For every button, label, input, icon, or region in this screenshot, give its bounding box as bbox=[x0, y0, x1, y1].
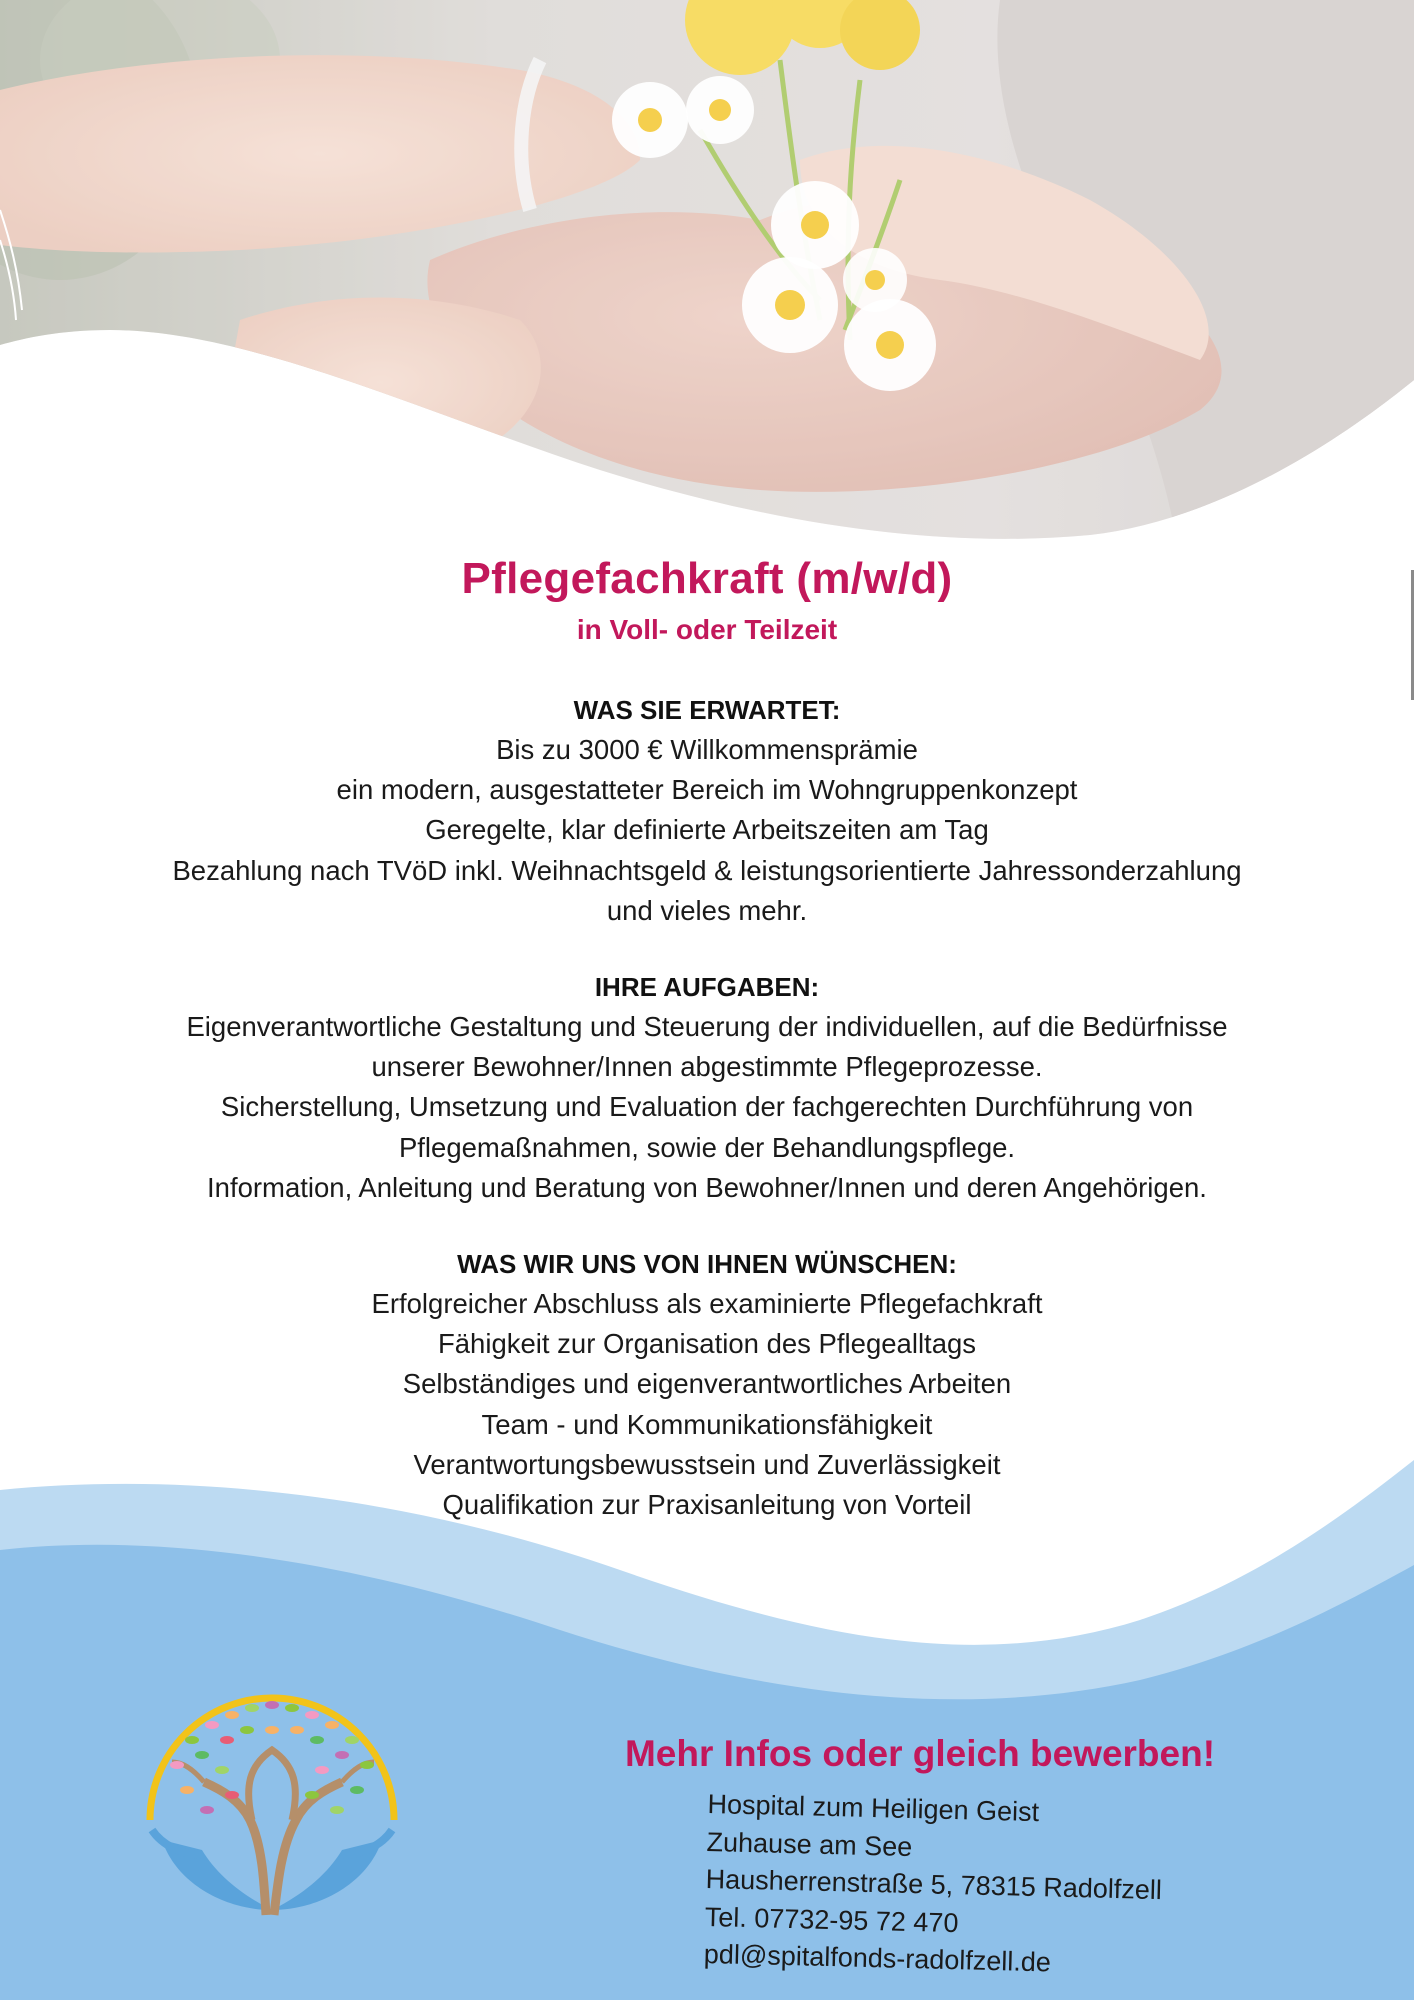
page-subtitle: in Voll- oder Teilzeit bbox=[576, 614, 838, 645]
list-item: Eigenverantwortliche Gestaltung und Steuerung der individuellen, auf die Bedürfnisse bbox=[186, 1011, 1228, 1043]
list-item: Bis zu 3000 € Willkommensprämie bbox=[496, 734, 918, 765]
tree-in-hands-logo bbox=[132, 1670, 412, 1930]
hero-photo bbox=[0, 0, 1414, 560]
contact-block bbox=[703, 1786, 1307, 1988]
list-item: Information, Anleitung und Beratung von Bewohner/Innen und deren Angehörigen. bbox=[207, 1171, 1207, 1203]
contact-phone: Tel. 07732-95 72 470 bbox=[704, 1901, 959, 1938]
list-item: ein modern, ausgestatteter Bereich im Wohngruppenkonzept bbox=[336, 774, 1078, 806]
section-heading: WAS SIE ERWARTET: bbox=[573, 695, 841, 725]
list-item: Selbständiges und eigenverantwortliches Arbeiten bbox=[402, 1368, 1012, 1400]
page-title: Pflegefachkraft (m/w/d) bbox=[461, 554, 953, 603]
section-expectations bbox=[0, 690, 1414, 931]
list-item: Qualifikation zur Praxisanleitung von Vorteil bbox=[442, 1489, 972, 1521]
list-item: Fähigkeit zur Organisation des Pflegealltags bbox=[437, 1328, 977, 1360]
list-item: unserer Bewohner/Innen abgestimmte Pflegeprozesse. bbox=[371, 1051, 1043, 1083]
list-item: Team - und Kommunikationsfähigkeit bbox=[481, 1408, 933, 1440]
section-tasks bbox=[0, 967, 1414, 1208]
list-item: Verantwortungsbewusstsein und Zuverlässigkeit bbox=[413, 1448, 1001, 1480]
list-item: und vieles mehr. bbox=[606, 894, 808, 926]
section-requirements bbox=[0, 1244, 1414, 1525]
list-item: Geregelte, klar definierte Arbeitszeiten am Tag bbox=[425, 814, 989, 846]
contact-facility: Zuhause am See bbox=[706, 1826, 913, 1862]
section-heading: IHRE AUFGABEN: bbox=[594, 972, 820, 1003]
list-item: Pflegemaßnahmen, sowie der Behandlungspflege. bbox=[398, 1131, 1016, 1163]
list-item: Bezahlung nach TVöD inkl. Weihnachtsgeld & leistungsorientierte Jahressonderzahlung bbox=[172, 854, 1242, 886]
section-heading: WAS WIR UNS VON IHNEN WÜNSCHEN: bbox=[457, 1249, 957, 1280]
main-content bbox=[0, 548, 1414, 1525]
list-item: Erfolgreicher Abschluss als examinierte Pflegefachkraft bbox=[371, 1288, 1043, 1320]
list-item: Sicherstellung, Umsetzung und Evaluation der fachgerechten Durchführung von bbox=[220, 1091, 1194, 1123]
cta-heading: Mehr Infos oder gleich bewerben! bbox=[624, 1733, 1216, 1774]
contact-organization: Hospital zum Heiligen Geist bbox=[707, 1788, 1040, 1828]
contact-address: Hausherrenstraße 5, 78315 Radolfzell bbox=[705, 1863, 1163, 1906]
contact-email[interactable]: pdl@spitalfonds-radolfzell.de bbox=[703, 1938, 1052, 1978]
